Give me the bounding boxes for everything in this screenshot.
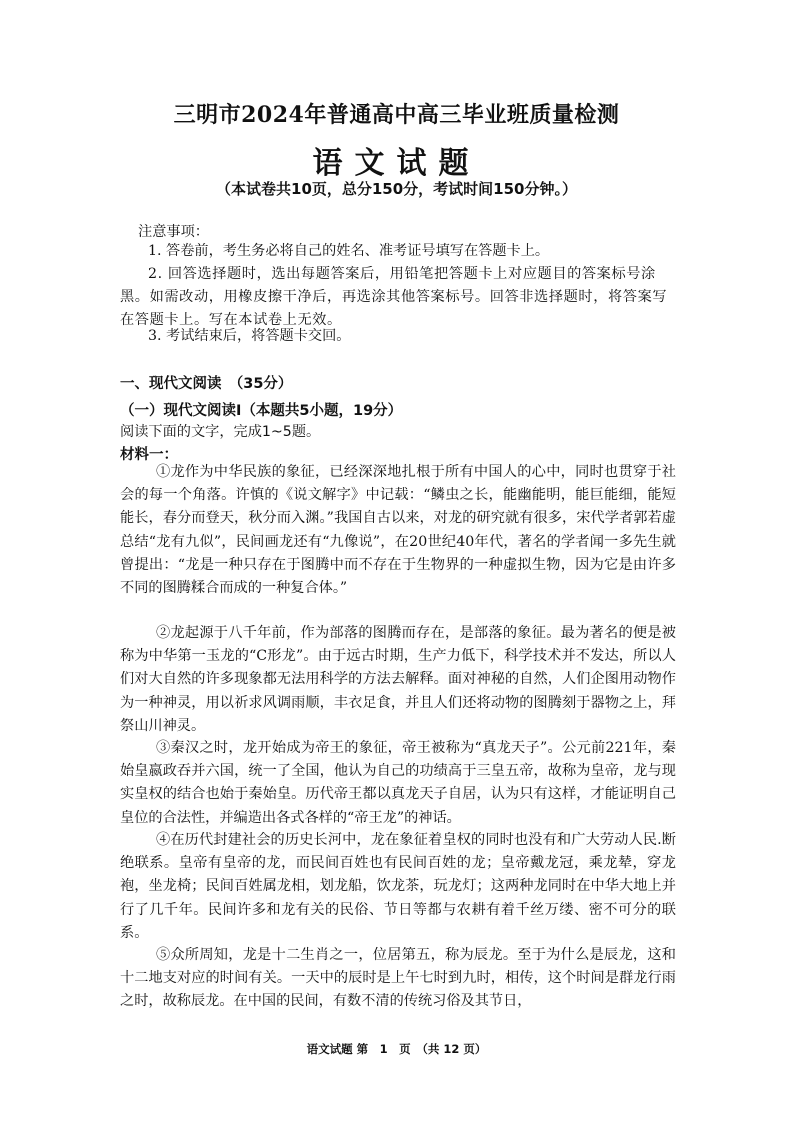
sub-section-title: （一）现代文阅读Ⅰ（本题共5小题，19分） <box>120 403 403 419</box>
paragraph-4: ④在历代封建社会的历史长河中，龙在象征着皇权的同时也没有和广大劳动人民.断绝联系。皇帝有皇帝的龙，而民间百姓也有民间百姓的龙；皇帝戴龙冠，乘龙辇，穿龙袍，坐龙椅；民间百姓属龙相，划龙船，饮龙茶，玩龙灯；这两种龙同时在中华大地上并行了几千年。民间许多和龙有关的民俗、节日等都与农耕有着千丝万缕、密不可分的联系。 <box>120 832 676 941</box>
notice-item-2: 2. 回答选择题时，选出每题答案后，用铅笔把答题卡上对应题目的答案标号涂黑。如需改动，用橡皮擦干净后，再选涂其他答案标号。回答非选择题时，将答案写在答题卡上。写在本试卷上无效。 <box>120 266 668 329</box>
paragraph-3: ③秦汉之时，龙开始成为帝王的象征，帝王被称为“真龙天子”。公元前221年，秦始皇嬴政吞并六国，统一了全国，他认为自己的功绩高于三皇五帝，故称为皇帝，龙与现实皇权的结合也始于秦始皇。历代帝王都以真龙天子自居，认为只有这样，才能证明自己皇位的合法性，并编造出各式各样的“帝王龙”的神话。 <box>120 740 676 826</box>
subject-title: 语文试题 <box>312 146 481 181</box>
page-footer: 语文试题 第 1 页 （共 12 页） <box>306 1042 487 1056</box>
paragraph-2: ②龙起源于八千年前，作为部落的图腾而存在，是部落的象征。最为著名的便是被称为中华第一玉龙的“C形龙”。由于远古时期，生产力低下，科学技术并不发达，所以人们对大自然的许多现象都无法用科学的方法去解释。面对神秘的自然，人们企图用动物作为一种神灵，用以祈求风调雨顺，丰衣足食，并且人们还将动物的图腾刻于器物之上，拜祭山川神灵。 <box>120 625 676 734</box>
material-label: 材料一： <box>120 447 178 463</box>
notice-heading: 注意事项： <box>138 224 209 240</box>
notice-item-1: 1. 答卷前，考生务必将自己的姓名、准考证号填写在答题卡上。 <box>148 243 550 259</box>
exam-note: （本试卷共10页，总分150分，考试时间150分钟。） <box>216 180 577 198</box>
reading-instruction: 阅读下面的文字，完成1~5题。 <box>120 424 321 440</box>
notice-item-3: 3. 考试结束后，将答题卡交回。 <box>148 328 351 344</box>
exam-title: 三明市2024年普通高中高三毕业班质量检测 <box>173 102 620 128</box>
part-title: 一、现代文阅读 （35分） <box>120 376 293 392</box>
paragraph-5: ⑤众所周知，龙是十二生肖之一，位居第五，称为辰龙。至于为什么是辰龙，这和十二地支对应的时间有关。一天中的辰时是上午七时到九时，相传，这个时间是群龙行雨之时，故称辰龙。在中国的民间，有数不清的传统习俗及其节日， <box>120 947 676 1010</box>
paragraph-1: ①龙作为中华民族的象征，已经深深地扎根于所有中国人的心中，同时也贯穿于社会的每一个角落。许慎的《说文解字》中记载：“鳞虫之长，能幽能明，能巨能细，能短能长，春分而登天，秋分而入渊。”我国自古以来，对龙的研究就有很多，宋代学者郭若虚总结“龙有九似”，民间画龙还有“九像说”，在20世纪40年代，著名的学者闻一多先生就曾提出：“龙是一种只存在于图腾中而不存在于生物界的一种虚拟生物，因为它是由许多不同的图腾糅合而成的一种复合体。” <box>120 464 676 597</box>
